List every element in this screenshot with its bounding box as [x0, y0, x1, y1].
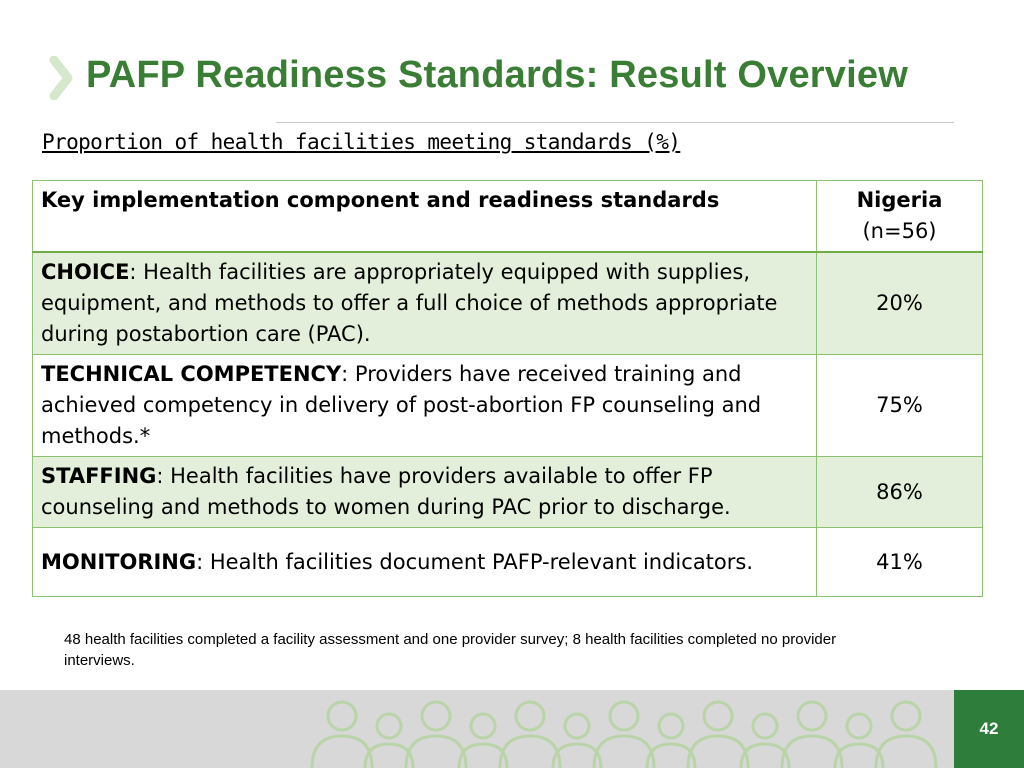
slide-title: PAFP Readiness Standards: Result Overview — [86, 54, 908, 96]
row-text: : Health facilities are appropriately equipped with supplies, equipment, and methods to offer a full choice of methods appropriate during postabortion care (PAC). — [41, 260, 778, 346]
page-number: 42 — [954, 690, 1024, 768]
row-label: CHOICE — [41, 260, 130, 284]
table-row-technical-competency — [33, 355, 983, 457]
row-label: MONITORING — [41, 549, 197, 574]
header-sample-size: (n=56) — [862, 219, 937, 243]
header-component: Key implementation component and readiness standards — [33, 181, 817, 253]
row-value: 86% — [817, 457, 983, 528]
row-label: TECHNICAL COMPETENCY — [41, 362, 342, 386]
footnote: 48 health facilities completed a facility assessment and one provider survey; 8 health facilities completed no provider interviews. — [64, 631, 837, 669]
row-description — [33, 252, 817, 355]
row-description — [33, 457, 817, 528]
row-label: STAFFING — [41, 464, 157, 488]
readiness-table — [32, 180, 983, 597]
row-text: : Health facilities document PAFP-relevant indicators. — [196, 549, 754, 574]
footer-band — [0, 690, 1024, 768]
row-value: 20% — [817, 252, 983, 355]
row-text: : Providers have received training and achieved competency in delivery of post-abortion FP counseling and methods.* — [41, 362, 762, 448]
table-caption: Proportion of health facilities meeting standards (%) — [42, 130, 681, 154]
row-description — [33, 355, 817, 457]
table-row-monitoring — [33, 528, 983, 597]
people-pattern-icon — [0, 690, 1024, 768]
row-value: 41% — [817, 528, 983, 597]
table-header-row — [33, 181, 983, 253]
table-row-choice — [33, 252, 983, 355]
row-value: 75% — [817, 355, 983, 457]
table-row-staffing — [33, 457, 983, 528]
chevron-right-icon — [48, 56, 76, 100]
title-divider — [276, 122, 954, 123]
header-country — [817, 181, 983, 253]
header-country-name: Nigeria — [856, 188, 943, 212]
row-description — [33, 528, 817, 597]
row-text: : Health facilities have providers available to offer FP counseling and methods to women during PAC prior to discharge. — [41, 464, 731, 519]
